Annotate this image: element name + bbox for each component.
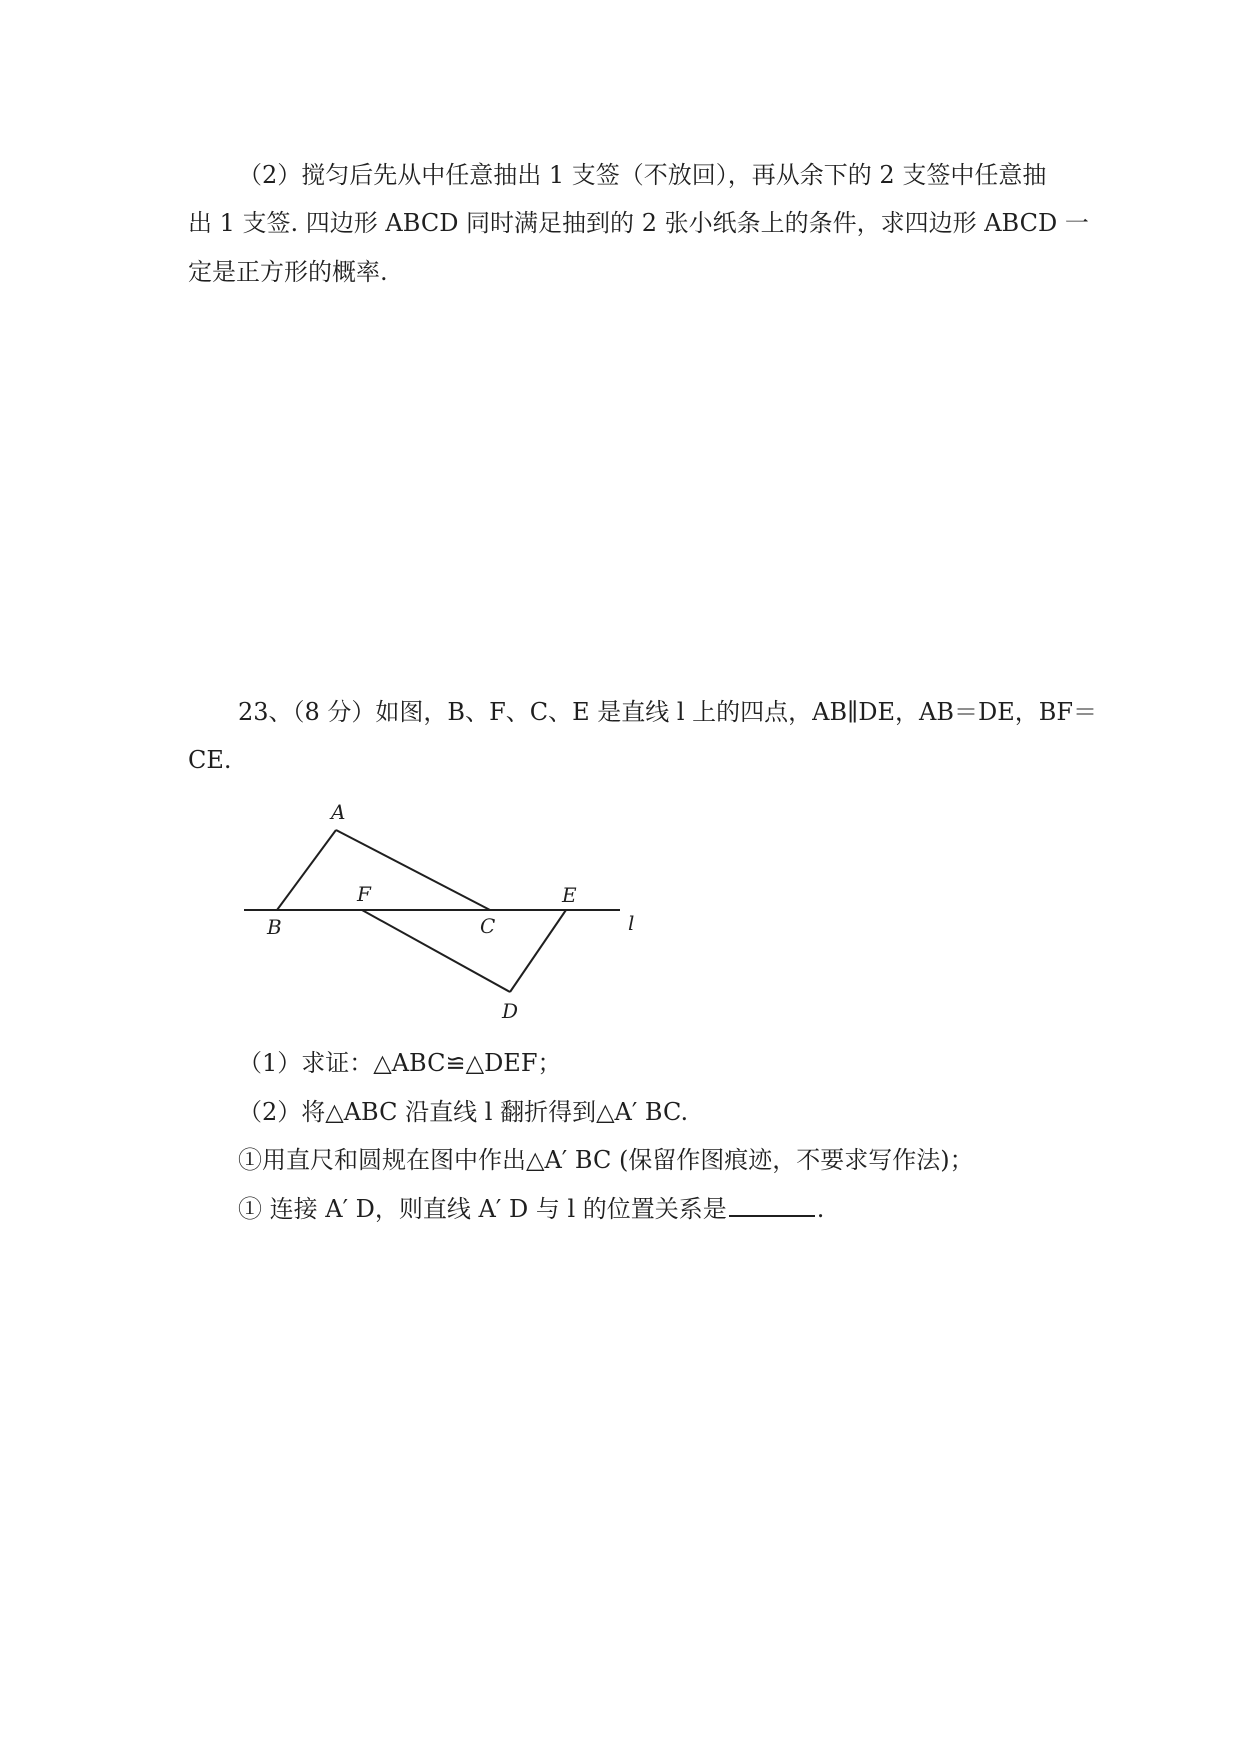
q23-sub-2: （2）将△ABC 沿直线 l 翻折得到△A′ BC. — [238, 1098, 689, 1126]
geometry-figure — [240, 800, 660, 1040]
q23-stem-line-1: 23、（8 分）如图，B、F、C、E 是直线 l 上的四点，AB∥DE，AB＝DE，BF＝ — [238, 698, 1098, 726]
q23-sub-2b — [238, 1193, 824, 1224]
part2-line-3: 定是正方形的概率. — [188, 258, 388, 286]
segment-ab — [277, 830, 336, 910]
segment-de — [510, 910, 566, 992]
label-f: F — [357, 882, 371, 906]
label-l: l — [628, 911, 635, 935]
label-a: A — [331, 800, 346, 824]
q23-sub-2b-text: ① 连接 A′ D，则直线 A′ D 与 l 的位置关系是 — [238, 1195, 727, 1223]
part2-line-1: （2）搅匀后先从中任意抽出 1 支签（不放回），再从余下的 2 支签中任意抽 — [238, 161, 1047, 189]
label-b: B — [267, 915, 282, 939]
q23-stem-line-2: CE. — [188, 746, 232, 774]
part2-line-2: 出 1 支签. 四边形 ABCD 同时满足抽到的 2 张小纸条上的条件，求四边形 ABCD 一 — [188, 209, 1089, 237]
label-c: C — [480, 914, 496, 938]
answer-blank[interactable] — [729, 1193, 815, 1217]
q23-sub-2b-period: . — [816, 1195, 825, 1223]
q23-sub-1: （1）求证：△ABC≌△DEF； — [238, 1049, 562, 1077]
label-d: D — [502, 999, 519, 1023]
label-e: E — [562, 883, 577, 907]
q23-sub-2a: ①用直尺和圆规在图中作出△A′ BC (保留作图痕迹，不要求写作法)； — [238, 1146, 974, 1174]
